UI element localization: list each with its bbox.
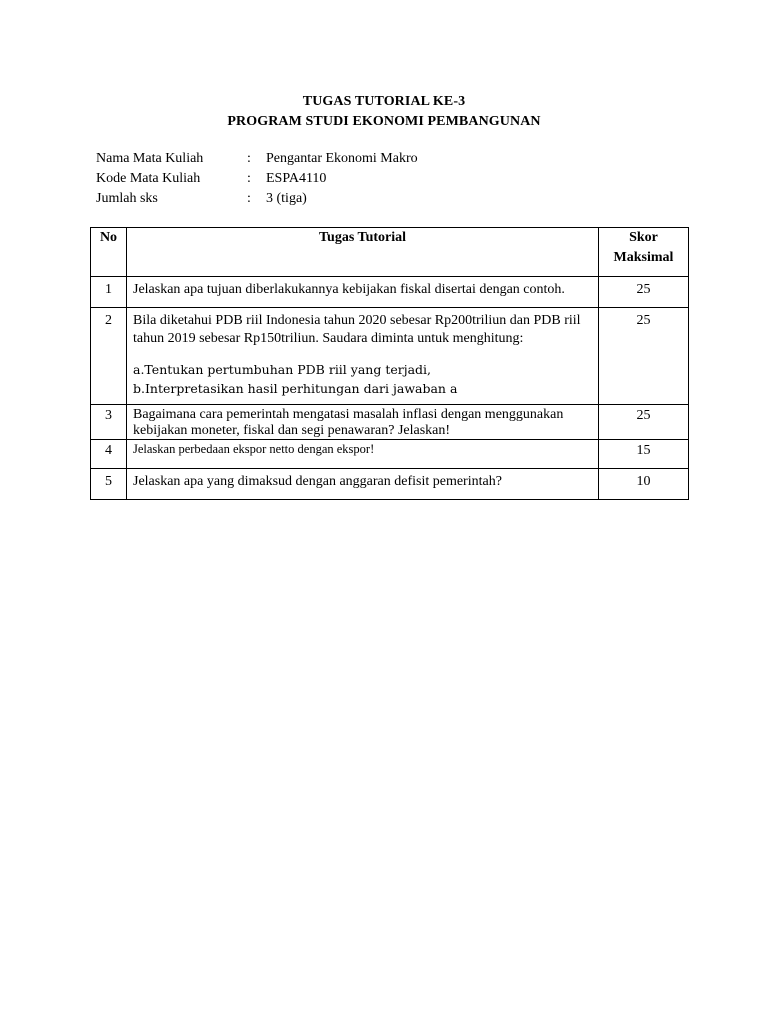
max-score: 25 [599,308,689,405]
table-row [91,405,689,440]
max-score: 15 [599,440,689,469]
task-text: Jelaskan apa yang dimaksud dengan anggaran defisit pemerintah? [127,469,599,500]
info-colon: : [247,151,251,166]
table-row [91,440,689,469]
task-cell [127,308,599,405]
info-colon: : [247,171,251,186]
row-number: 3 [91,405,127,440]
table-row [91,308,689,405]
info-value: ESPA4110 [266,171,327,186]
table-row [91,469,689,500]
task-text: Bagaimana cara pemerintah mengatasi masalah inflasi dengan menggunakan kebijakan moneter, fiskal dan segi penawaran? Jelaskan! [127,405,599,440]
row-number: 1 [91,277,127,308]
task-sub-item-a: a.Tentukan pertumbuhan PDB riil yang terjadi, [133,362,432,377]
max-score: 10 [599,469,689,500]
max-score: 25 [599,405,689,440]
info-label: Jumlah sks [96,191,158,206]
header-score-line1: Skor [629,230,658,245]
table-header-row [91,228,689,277]
info-colon: : [247,191,251,206]
table-row [91,277,689,308]
info-label: Kode Mata Kuliah [96,171,201,186]
header-score [599,228,689,277]
task-text: Jelaskan perbedaan ekspor netto dengan ekspor! [127,440,599,469]
task-text: Bila diketahui PDB riil Indonesia tahun 2020 sebesar Rp200triliun dan PDB riil tahun 2019 sebesar Rp150triliun. Saudara diminta untuk menghitung: [133,313,581,346]
task-sub-item-b: b.Interpretasikan hasil perhitungan dari jawaban a [133,381,458,396]
row-number: 2 [91,308,127,405]
info-label: Nama Mata Kuliah [96,151,204,166]
row-number: 4 [91,440,127,469]
page-subtitle: PROGRAM STUDI EKONOMI PEMBANGUNAN [227,114,541,129]
info-value: 3 (tiga) [266,191,307,206]
header-task: Tugas Tutorial [127,228,599,277]
tutorial-task-table [90,227,689,500]
task-sub-items [133,360,592,398]
page-title: TUGAS TUTORIAL KE-3 [302,94,466,109]
header-score-line2: Maksimal [613,250,674,265]
header-no: No [91,228,127,277]
max-score: 25 [599,277,689,308]
info-value: Pengantar Ekonomi Makro [266,151,418,166]
task-text: Jelaskan apa tujuan diberlakukannya kebijakan fiskal disertai dengan contoh. [127,277,599,308]
row-number: 5 [91,469,127,500]
